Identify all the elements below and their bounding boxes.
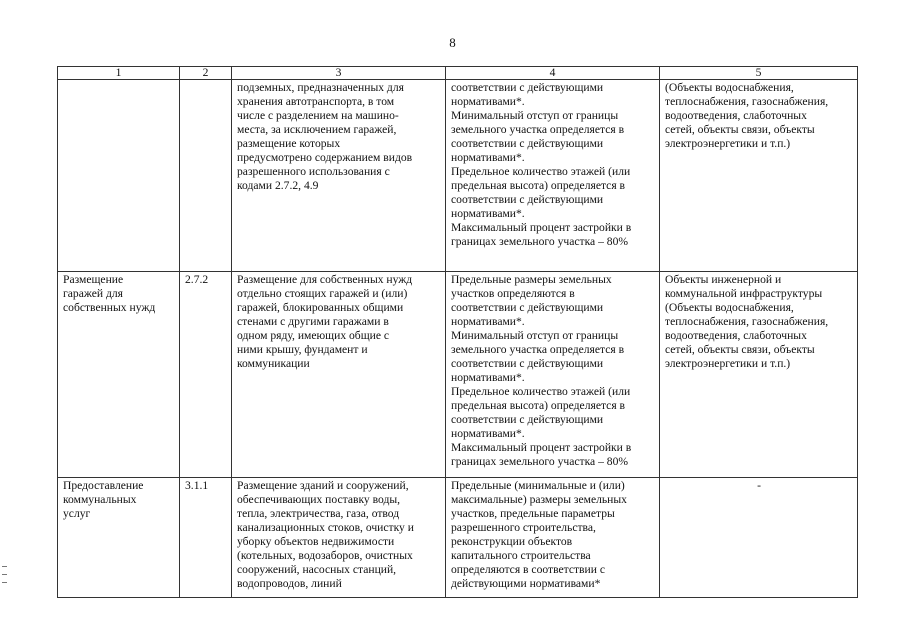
text-line: реконструкции объектов bbox=[451, 535, 573, 548]
text-line: коммунальных bbox=[63, 493, 137, 506]
text-line: уборку объектов недвижимости bbox=[237, 535, 395, 548]
text-line: отдельно стоящих гаражей и (или) bbox=[237, 287, 408, 300]
text-line: капитального строительства bbox=[451, 549, 591, 562]
text-line: подземных, предназначенных для bbox=[237, 81, 404, 94]
text-line: Максимальный процент застройки в bbox=[451, 221, 632, 234]
column-number: 1 bbox=[58, 67, 180, 80]
text-line: электроэнергетики и т.п.) bbox=[665, 137, 791, 150]
margin-mark bbox=[2, 574, 7, 575]
use-name-cell bbox=[58, 80, 180, 272]
text-line: ними крышу, фундамент и bbox=[237, 343, 368, 356]
text-line: Минимальный отступ от границы bbox=[451, 109, 619, 122]
text-line: Предоставление bbox=[63, 479, 144, 492]
text-line: соответствии с действующими bbox=[451, 137, 604, 150]
use-description-cell bbox=[232, 80, 446, 272]
column-number: 2 bbox=[180, 67, 232, 80]
text-line: электроэнергетики и т.п.) bbox=[665, 357, 791, 370]
text-line: участков определяются в bbox=[451, 287, 575, 300]
text-line: коммунальной инфраструктуры bbox=[665, 287, 823, 300]
text-line: Предельные (минимальные и (или) bbox=[451, 479, 625, 492]
text-line: одном ряду, имеющих общие с bbox=[237, 329, 390, 342]
text-line: нормативами*. bbox=[451, 315, 525, 328]
text-line: Размещение bbox=[63, 273, 124, 286]
text-line: максимальные) размеры земельных bbox=[451, 493, 627, 506]
text-line: нормативами*. bbox=[451, 371, 525, 384]
parameters-cell bbox=[446, 478, 660, 598]
text-line: границах земельного участка – 80% bbox=[451, 235, 629, 248]
use-name-cell bbox=[58, 272, 180, 478]
text-line: гаражей, блокированных общими bbox=[237, 301, 404, 314]
text-line: места, за исключением гаражей, bbox=[237, 123, 397, 136]
text-line: соответствии с действующими bbox=[451, 357, 604, 370]
text-line: теплоснабжения, газоснабжения, bbox=[665, 95, 829, 108]
text-line: стенами с другими гаражами в bbox=[237, 315, 389, 328]
text-line: (Объекты водоснабжения, bbox=[665, 301, 794, 314]
text-line: Предельные размеры земельных bbox=[451, 273, 612, 286]
text-line: соответствии с действующими bbox=[451, 301, 604, 314]
column-number-row bbox=[58, 67, 858, 80]
text-line: Предельное количество этажей (или bbox=[451, 165, 631, 178]
page-number: 8 bbox=[449, 35, 456, 50]
use-code-cell bbox=[180, 80, 232, 272]
text-line: Максимальный процент застройки в bbox=[451, 441, 632, 454]
text-line: земельного участка определяется в bbox=[451, 123, 625, 136]
text-line: определяются в соответствии с bbox=[451, 563, 605, 576]
text-line: предусмотрено содержанием видов bbox=[237, 151, 413, 164]
text-line: канализационных стоков, очистку и bbox=[237, 521, 414, 534]
text-line: участков, предельные параметры bbox=[451, 507, 615, 520]
use-code-cell: 3.1.1 bbox=[180, 478, 232, 598]
text-line: собственных нужд bbox=[63, 301, 156, 314]
use-code-cell: 2.7.2 bbox=[180, 272, 232, 478]
infrastructure-cell bbox=[660, 80, 858, 272]
text-line: нормативами*. bbox=[451, 427, 525, 440]
text-line: земельного участка определяется в bbox=[451, 343, 625, 356]
column-number: 4 bbox=[446, 67, 660, 80]
text-line: сетей, объекты связи, объекты bbox=[665, 123, 815, 136]
text-line: Объекты инженерной и bbox=[665, 273, 782, 286]
text-line: числе с разделением на машино- bbox=[237, 109, 399, 122]
text-line: Размещение зданий и сооружений, bbox=[237, 479, 409, 492]
use-description-cell bbox=[232, 272, 446, 478]
text-line: соответствии с действующими bbox=[451, 193, 604, 206]
parameters-cell bbox=[446, 80, 660, 272]
text-line: размещение которых bbox=[237, 137, 341, 150]
text-line: соответствии с действующими bbox=[451, 81, 604, 94]
text-line: обеспечивающих поставку воды, bbox=[237, 493, 401, 506]
text-line: предельная высота) определяется в bbox=[451, 179, 626, 192]
text-line: предельная высота) определяется в bbox=[451, 399, 626, 412]
text-line: нормативами*. bbox=[451, 95, 525, 108]
text-line: разрешенного строительства, bbox=[451, 521, 596, 534]
column-number: 3 bbox=[232, 67, 446, 80]
infrastructure-cell bbox=[660, 478, 858, 598]
text-line: сетей, объекты связи, объекты bbox=[665, 343, 815, 356]
text-line: (котельных, водозаборов, очистных bbox=[237, 549, 413, 562]
text-line: водоотведения, слаботочных bbox=[665, 109, 807, 122]
text-line: кодами 2.7.2, 4.9 bbox=[237, 179, 319, 192]
text-line: границах земельного участка – 80% bbox=[451, 455, 629, 468]
text-line: - bbox=[757, 479, 761, 492]
column-number: 5 bbox=[660, 67, 858, 80]
text-line: услуг bbox=[63, 507, 91, 520]
text-line: Предельное количество этажей (или bbox=[451, 385, 631, 398]
text-line: нормативами*. bbox=[451, 151, 525, 164]
text-line: коммуникации bbox=[237, 357, 310, 370]
text-line: разрешенного использования с bbox=[237, 165, 390, 178]
text-line: Минимальный отступ от границы bbox=[451, 329, 619, 342]
text-line: (Объекты водоснабжения, bbox=[665, 81, 794, 94]
text-line: водоотведения, слаботочных bbox=[665, 329, 807, 342]
text-line: теплоснабжения, газоснабжения, bbox=[665, 315, 829, 328]
table-row bbox=[58, 478, 858, 598]
text-line: соответствии с действующими bbox=[451, 413, 604, 426]
text-line: нормативами*. bbox=[451, 207, 525, 220]
margin-mark bbox=[2, 582, 7, 583]
use-name-cell bbox=[58, 478, 180, 598]
text-line: сооружений, насосных станций, bbox=[237, 563, 397, 576]
text-line: гаражей для bbox=[63, 287, 123, 300]
infrastructure-cell bbox=[660, 272, 858, 478]
land-use-table bbox=[57, 66, 858, 598]
margin-mark bbox=[2, 566, 7, 567]
text-line: действующими нормативами* bbox=[451, 577, 601, 590]
table-row bbox=[58, 272, 858, 478]
parameters-cell bbox=[446, 272, 660, 478]
text-line: Размещение для собственных нужд bbox=[237, 273, 413, 286]
text-line: хранения автотранспорта, в том bbox=[237, 95, 395, 108]
text-line: тепла, электричества, газа, отвод bbox=[237, 507, 400, 520]
text-line: водопроводов, линий bbox=[237, 577, 342, 590]
table-row bbox=[58, 80, 858, 272]
use-description-cell bbox=[232, 478, 446, 598]
